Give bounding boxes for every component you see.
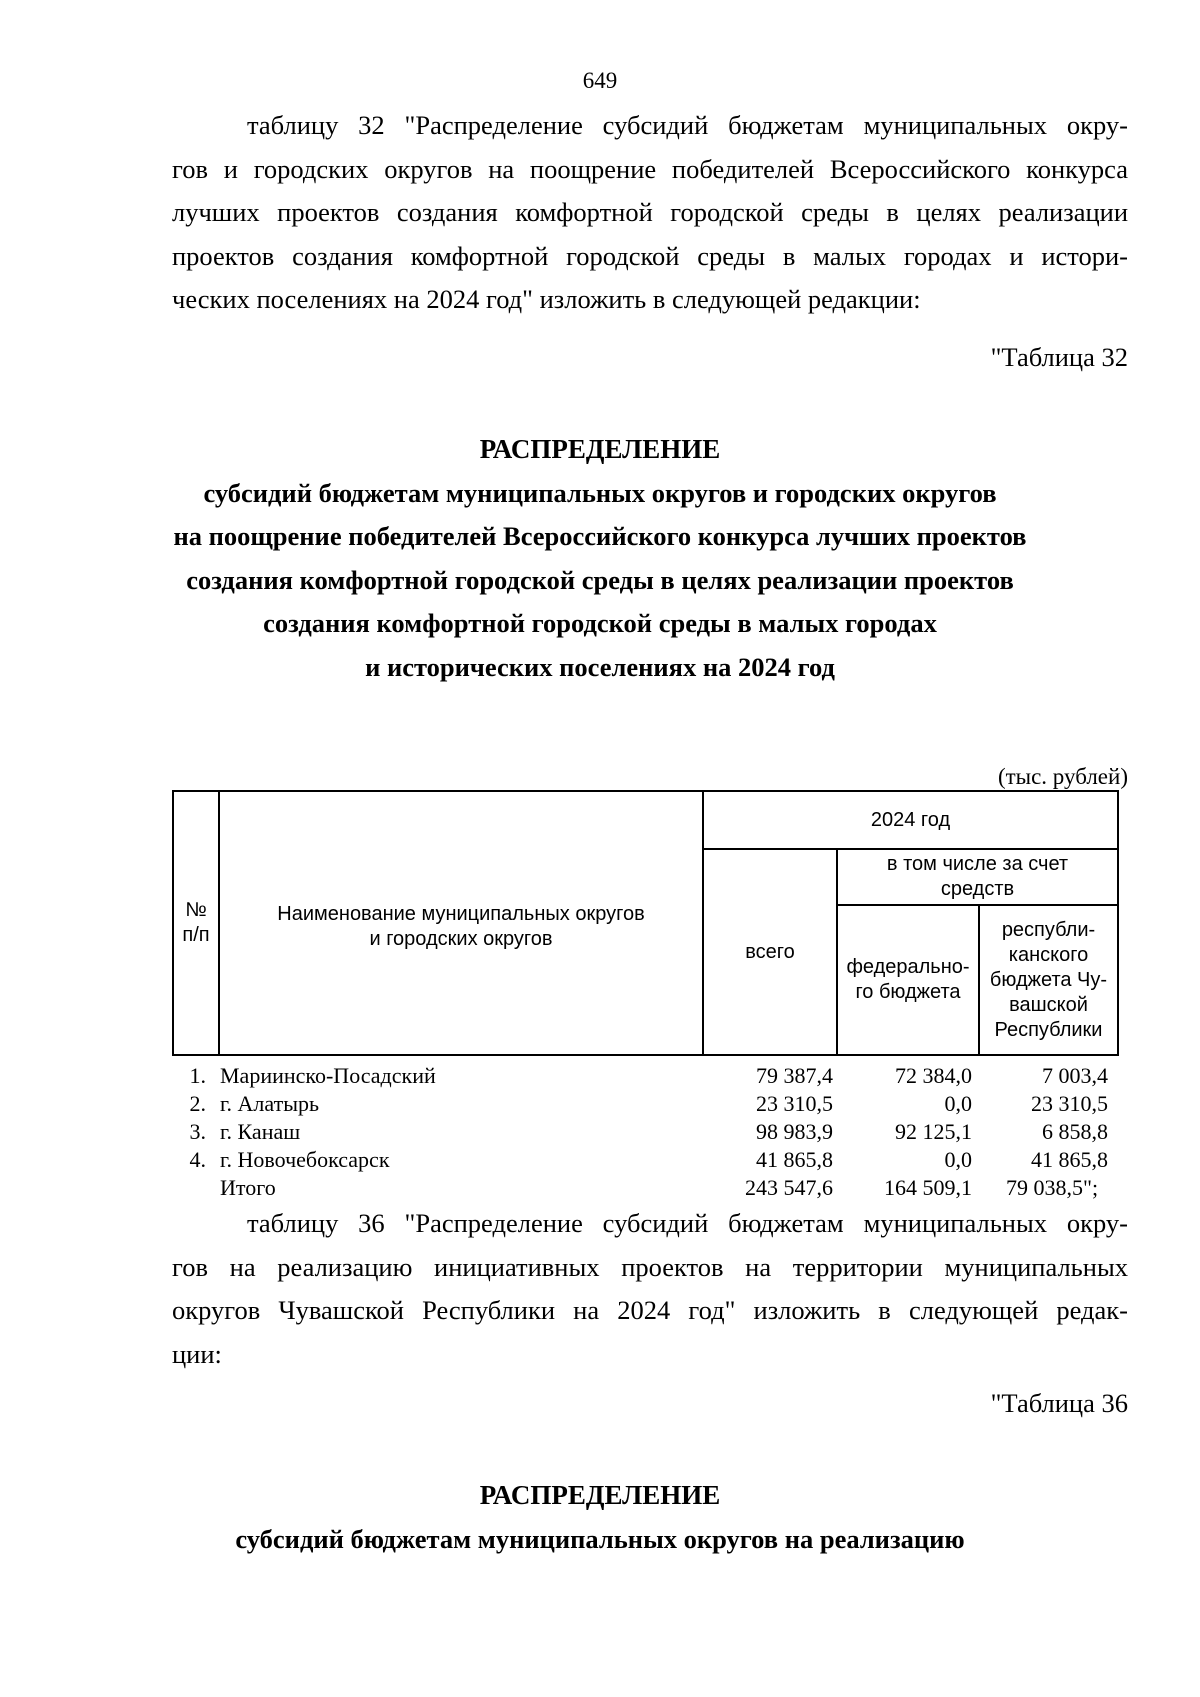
row-republic: 23 310,5: [1031, 1091, 1108, 1116]
para-line: таблицу 36 "Распределение субсидий бюджетам муниципальных окру-: [247, 1208, 1128, 1238]
row-total: 23 310,5: [756, 1091, 833, 1116]
rule: [172, 1054, 1119, 1056]
rule: [1117, 790, 1119, 1056]
intro-line: таблицу 32 "Распределение субсидий бюджетам муниципальных окру-: [247, 110, 1128, 140]
units-note: (тыс. рублей): [997, 764, 1128, 789]
row-num: 3.: [189, 1119, 206, 1144]
row-name: г. Канаш: [220, 1119, 301, 1144]
para-line: округов Чувашской Республики на 2024 год" изложить в следующей редак-: [172, 1295, 1128, 1325]
heading-line: создания комфортной городской среды в целях реализации проектов: [186, 564, 1014, 595]
table-32-heading: [0, 428, 1200, 690]
row-total: 79 387,4: [756, 1063, 833, 1088]
second-paragraph: [172, 1202, 1128, 1376]
heading-line: и исторических поселениях на 2024 год: [365, 651, 835, 682]
row-federal: 92 125,1: [895, 1119, 972, 1144]
heading-line: на поощрение победителей Всероссийского конкурса лучших проектов: [173, 521, 1027, 552]
row-name: г. Новочебоксарск: [220, 1147, 390, 1172]
heading-title: РАСПРЕДЕЛЕНИЕ: [479, 1480, 721, 1510]
row-republic: 6 858,8: [1042, 1119, 1108, 1144]
header-republic: республи-канского бюджета Чу-вашской Республики: [989, 918, 1108, 1041]
intro-line: ческих поселениях на 2024 год" изложить в следующей редакции:: [172, 284, 921, 314]
row-num: 2.: [189, 1091, 206, 1116]
row-name: Мариинско-Посадский: [220, 1063, 436, 1088]
header-num: № п/п: [182, 899, 210, 946]
row-total: 41 865,8: [756, 1147, 833, 1172]
total-federal: 164 509,1: [884, 1175, 972, 1200]
total-value: 243 547,6: [745, 1175, 833, 1200]
table-36-heading: [0, 1474, 1200, 1561]
row-name: г. Алатырь: [220, 1091, 320, 1116]
header-including: в том числе за счет средств: [886, 853, 1069, 900]
row-republic: 41 865,8: [1031, 1147, 1108, 1172]
intro-paragraph: [172, 104, 1128, 322]
intro-line: лучших проектов создания комфортной городской среды в целях реализации: [172, 197, 1128, 227]
row-republic: 7 003,4: [1042, 1063, 1108, 1088]
row-federal: 0,0: [944, 1091, 972, 1116]
row-total: 98 983,9: [756, 1119, 833, 1144]
header-year: 2024 год: [870, 808, 951, 831]
row-federal: 0,0: [944, 1147, 972, 1172]
row-num: 1.: [189, 1063, 206, 1088]
heading-line: субсидий бюджетам муниципальных округов на реализацию: [235, 1523, 965, 1554]
intro-line: гов и городских округов на поощрение победителей Всероссийского конкурса: [172, 153, 1128, 184]
header-total: всего: [745, 940, 795, 963]
total-republic: 79 038,5";: [1006, 1175, 1099, 1200]
row-num: 4.: [189, 1147, 206, 1172]
para-line: гов на реализацию инициативных проектов на территории муниципальных: [172, 1251, 1128, 1282]
total-label: Итого: [220, 1175, 276, 1200]
row-federal: 72 384,0: [895, 1063, 972, 1088]
header-name: Наименование муниципальных округов и городских округов: [277, 903, 645, 950]
page-number: 649: [582, 68, 618, 93]
table-36-label: "Таблица 36: [990, 1388, 1128, 1418]
heading-line: субсидий бюджетам муниципальных округов и городских округов: [203, 477, 997, 508]
heading-title: РАСПРЕДЕЛЕНИЕ: [479, 434, 721, 464]
intro-line: проектов создания комфортной городской среды в малых городах и истори-: [172, 240, 1128, 271]
table-32-label: "Таблица 32: [990, 342, 1128, 372]
para-line: ции:: [172, 1338, 222, 1369]
header-federal: федерально-го бюджета: [846, 956, 970, 1003]
heading-line: создания комфортной городской среды в малых городах: [263, 608, 937, 639]
